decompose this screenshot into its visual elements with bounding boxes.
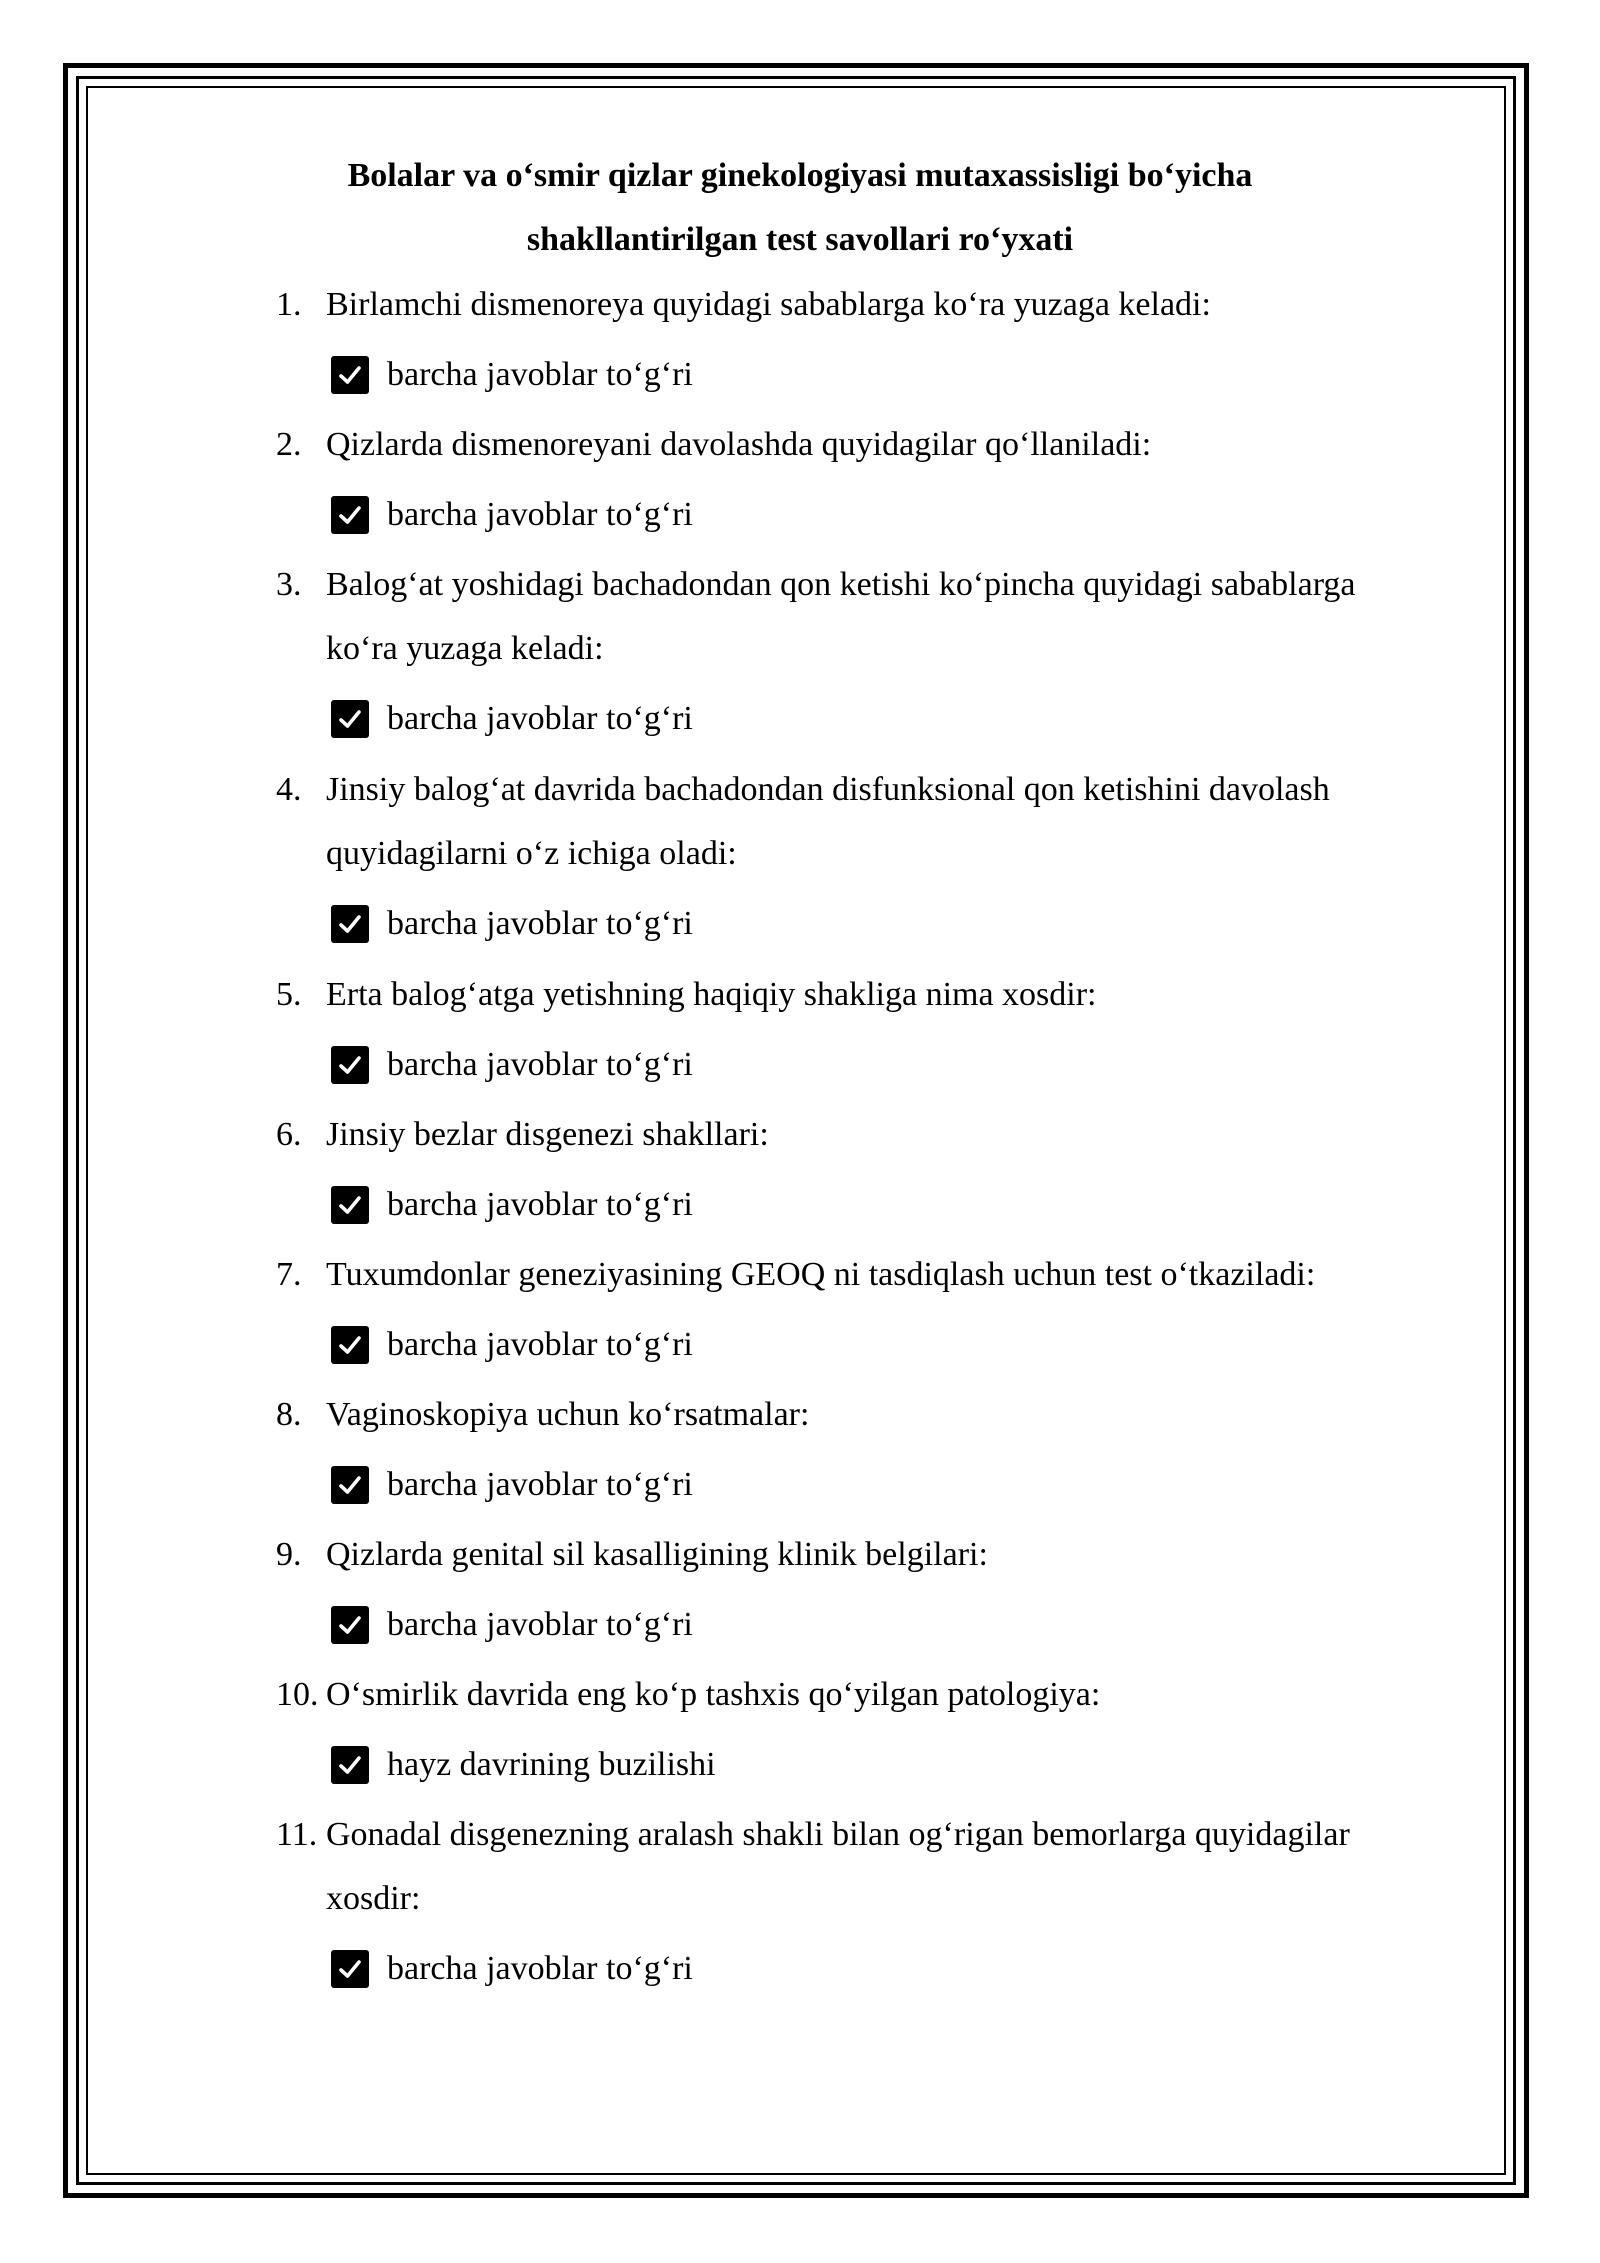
question-text: Tuxumdonlar geneziyasining GEOQ ni tasdiqlash uchun test o‘tkaziladi:: [326, 1256, 1316, 1293]
question-text: Qizlarda dismenoreyani davolashda quyidagilar qo‘llaniladi:: [326, 426, 1152, 463]
answer-option: [331, 495, 693, 535]
checked-checkbox-icon: [331, 496, 369, 534]
document-title-line-1: Bolalar va o‘smir qizlar ginekologiyasi mutaxassisligi bo‘yicha: [347, 157, 1253, 194]
question-number: 7.: [276, 1256, 302, 1293]
checked-checkbox-icon: [331, 1950, 369, 1988]
question-number: 11.: [276, 1816, 318, 1853]
checked-checkbox-icon: [331, 356, 369, 394]
answer-text: barcha javoblar to‘g‘ri: [387, 1950, 693, 1987]
question-text: ko‘ra yuzaga keladi:: [326, 630, 604, 667]
answer-text: barcha javoblar to‘g‘ri: [387, 496, 693, 533]
answer-text: barcha javoblar to‘g‘ri: [387, 1326, 693, 1363]
question-text: xosdir:: [326, 1880, 421, 1917]
question-text: quyidagilarni o‘z ichiga oladi:: [326, 835, 737, 872]
checked-checkbox-icon: [331, 1186, 369, 1224]
answer-text: barcha javoblar to‘g‘ri: [387, 1606, 693, 1643]
answer-text: hayz davrining buzilishi: [387, 1746, 716, 1783]
answer-option: [331, 1325, 693, 1365]
answer-text: barcha javoblar to‘g‘ri: [387, 905, 693, 942]
question-number: 9.: [276, 1536, 302, 1573]
question-number: 2.: [276, 426, 302, 463]
question-text: Gonadal disgenezning aralash shakli bilan og‘rigan bemorlarga quyidagilar: [326, 1816, 1350, 1853]
question-text: Balog‘at yoshidagi bachadondan qon ketishi ko‘pincha quyidagi sabablarga: [326, 566, 1356, 603]
question-text: Vaginoskopiya uchun ko‘rsatmalar:: [326, 1396, 810, 1433]
answer-text: barcha javoblar to‘g‘ri: [387, 700, 693, 737]
question-text: Birlamchi dismenoreya quyidagi sabablarga ko‘ra yuzaga keladi:: [326, 286, 1211, 323]
checked-checkbox-icon: [331, 1046, 369, 1084]
question-number: 6.: [276, 1116, 302, 1153]
answer-option: [331, 1949, 693, 1989]
answer-option: [331, 904, 693, 944]
answer-option: [331, 1185, 693, 1225]
question-text: O‘smirlik davrida eng ko‘p tashxis qo‘yilgan patologiya:: [326, 1676, 1101, 1713]
checked-checkbox-icon: [331, 1606, 369, 1644]
answer-option: [331, 1045, 693, 1085]
checked-checkbox-icon: [331, 905, 369, 943]
question-number: 4.: [276, 771, 302, 808]
question-number: 3.: [276, 566, 302, 603]
answer-text: barcha javoblar to‘g‘ri: [387, 1046, 693, 1083]
answer-text: barcha javoblar to‘g‘ri: [387, 356, 693, 393]
checked-checkbox-icon: [331, 700, 369, 738]
question-text: Jinsiy balog‘at davrida bachadondan disfunksional qon ketishini davolash: [326, 771, 1330, 808]
answer-text: barcha javoblar to‘g‘ri: [387, 1466, 693, 1503]
checked-checkbox-icon: [331, 1326, 369, 1364]
question-number: 5.: [276, 976, 302, 1013]
question-text: Jinsiy bezlar disgenezi shakllari:: [326, 1116, 769, 1153]
checked-checkbox-icon: [331, 1466, 369, 1504]
question-text: Qizlarda genital sil kasalligining klinik belgilari:: [326, 1536, 988, 1573]
question-text: Erta balog‘atga yetishning haqiqiy shakliga nima xosdir:: [326, 976, 1097, 1013]
answer-option: [331, 1465, 693, 1505]
question-number: 10.: [276, 1676, 319, 1713]
answer-text: barcha javoblar to‘g‘ri: [387, 1186, 693, 1223]
document-title-line-2: shakllantirilgan test savollari ro‘yxati: [526, 221, 1074, 258]
checked-checkbox-icon: [331, 1746, 369, 1784]
question-number: 8.: [276, 1396, 302, 1433]
answer-option: [331, 1745, 716, 1785]
answer-option: [331, 699, 693, 739]
answer-option: [331, 355, 693, 395]
question-number: 1.: [276, 286, 302, 323]
answer-option: [331, 1605, 693, 1645]
